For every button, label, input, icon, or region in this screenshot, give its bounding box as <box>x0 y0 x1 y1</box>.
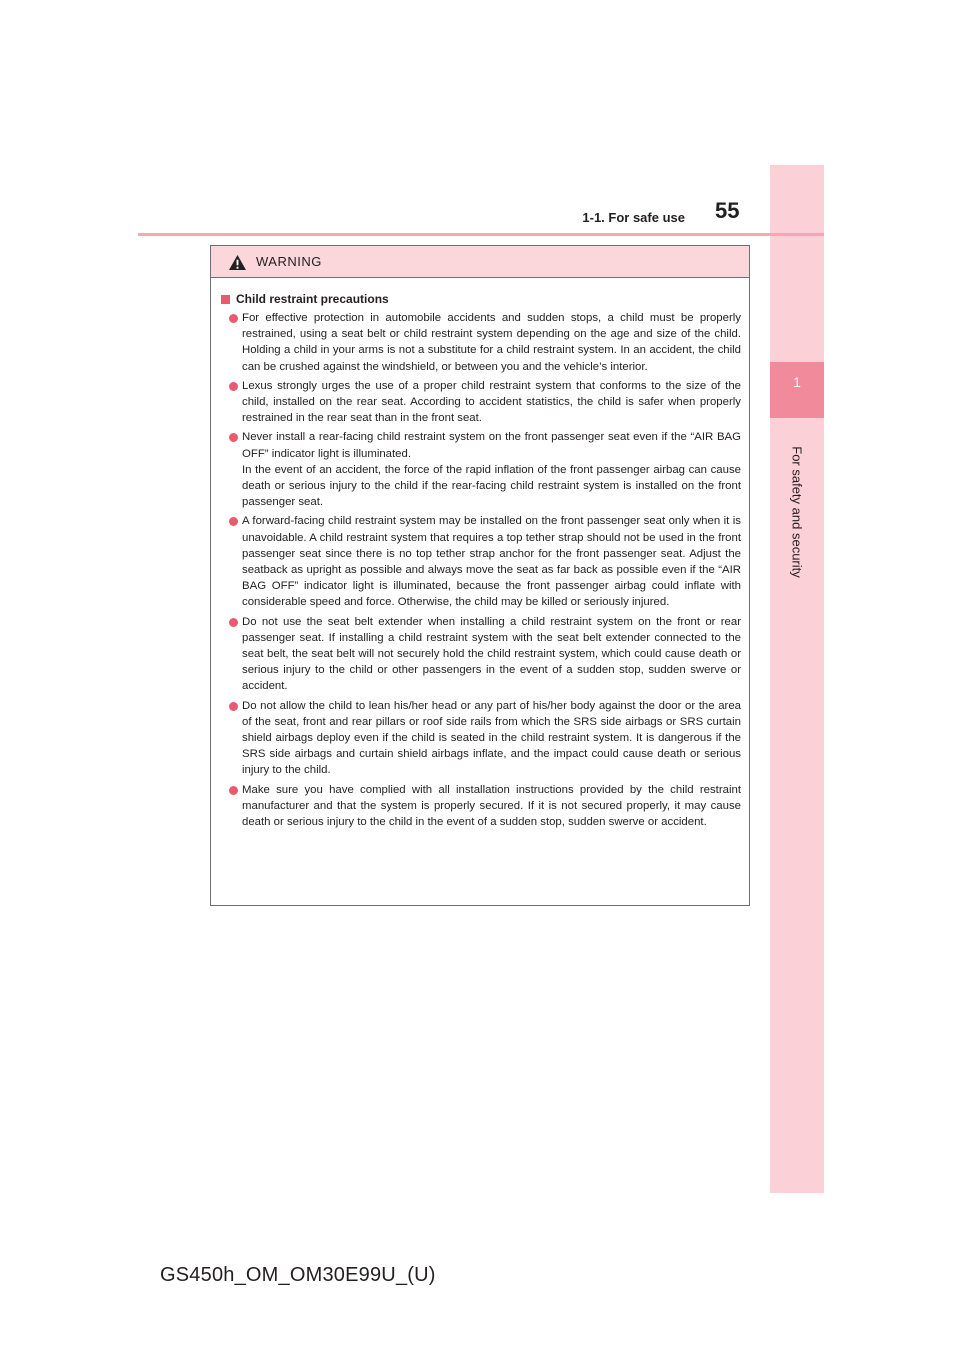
warning-label: WARNING <box>256 254 322 269</box>
warning-box <box>210 245 750 906</box>
list-item <box>221 429 741 510</box>
warning-triangle-icon <box>228 254 247 271</box>
list-item-text: Never install a rear-facing child restraint system on the front passenger seat even if the “AIR BAG OFF” indicator light is illuminated. In the event of an accident, the force of the rapid inflation of the front passenger airbag can cause death or serious injury to the child if the rear-facing child restraint system is installed on the front passenger seat. <box>242 431 741 509</box>
list-item <box>221 513 741 610</box>
list-item <box>221 614 741 695</box>
page-number: 55 <box>715 198 740 223</box>
section-heading <box>221 292 741 306</box>
list-item <box>221 310 741 375</box>
list-item-text: For effective protection in automobile accidents and sudden stops, a child must be properly restrained, using a seat belt or child restraint system depending on the age and size of the child. Holding a child in your arms is not a substitute for a child restraint system. In an accident, the child can be crushed against the windshield, or between you and the vehicle’s interior. <box>242 312 741 373</box>
list-item-text: Lexus strongly urges the use of a proper child restraint system that conforms to the size of the child, installed on the rear seat. According to accident statistics, the child is safer when properly restrained in the rear seat than in the front seat. <box>242 379 741 425</box>
circle-bullet-icon <box>229 314 238 323</box>
chapter-number: 1 <box>793 374 801 390</box>
square-bullet-icon <box>221 295 230 304</box>
circle-bullet-icon <box>229 517 238 526</box>
list-item-text: Do not allow the child to lean his/her head or any part of his/her body against the door or the area of the seat, front and rear pillars or roof side rails from which the SRS side airbags or SRS curtain shield airbags deploy even if the child is seated in the child restraint system. It is dangerous if the SRS side airbags and curtain shield airbags inflate, and the impact could cause death or serious injury to the child. <box>242 699 741 777</box>
list-item <box>221 698 741 779</box>
circle-bullet-icon <box>229 382 238 391</box>
chapter-title: For safety and security <box>789 446 805 578</box>
section-title: 1-1. For safe use <box>582 210 685 225</box>
list-item <box>221 378 741 427</box>
list-item <box>221 782 741 831</box>
circle-bullet-icon <box>229 433 238 442</box>
circle-bullet-icon <box>229 786 238 795</box>
header-rule <box>138 233 824 236</box>
list-item-text: Do not use the seat belt extender when installing a child restraint system on the front or rear passenger seat. If installing a child restraint system with the seat belt extender connected to the seat belt, the seat belt will not securely hold the child restraint system, which could cause death or serious injury to the child or other passengers in the event of a sudden stop, sudden swerve or accident. <box>242 615 741 693</box>
list-item-text: A forward-facing child restraint system may be installed on the front passenger seat only when it is unavoidable. A child restraint system that requires a top tether strap should not be used in the front passenger seat since there is no top tether strap anchor for the front passenger seat. Adjust the seatback as upright as possible and always move the seat as far back as possible even if the “AIR BAG OFF” indicator light is illuminated, because the front passenger airbag could inflate with considerable speed and force. Otherwise, the child may be killed or seriously injured. <box>242 515 741 609</box>
circle-bullet-icon <box>229 702 238 711</box>
section-heading-text: Child restraint precautions <box>236 292 389 306</box>
warning-list <box>221 310 741 830</box>
circle-bullet-icon <box>229 618 238 627</box>
warning-header <box>211 246 749 278</box>
chapter-number-tab <box>770 362 824 418</box>
warning-body <box>211 278 749 830</box>
chapter-side-tab <box>770 165 824 1193</box>
document-code: GS450h_OM_OM30E99U_(U) <box>160 1264 436 1286</box>
list-item-text: Make sure you have complied with all installation instructions provided by the child restraint manufacturer and that the system is properly secured. If it is not secured properly, it may cause death or serious injury to the child in the event of a sudden stop, sudden swerve or accident. <box>242 783 741 829</box>
